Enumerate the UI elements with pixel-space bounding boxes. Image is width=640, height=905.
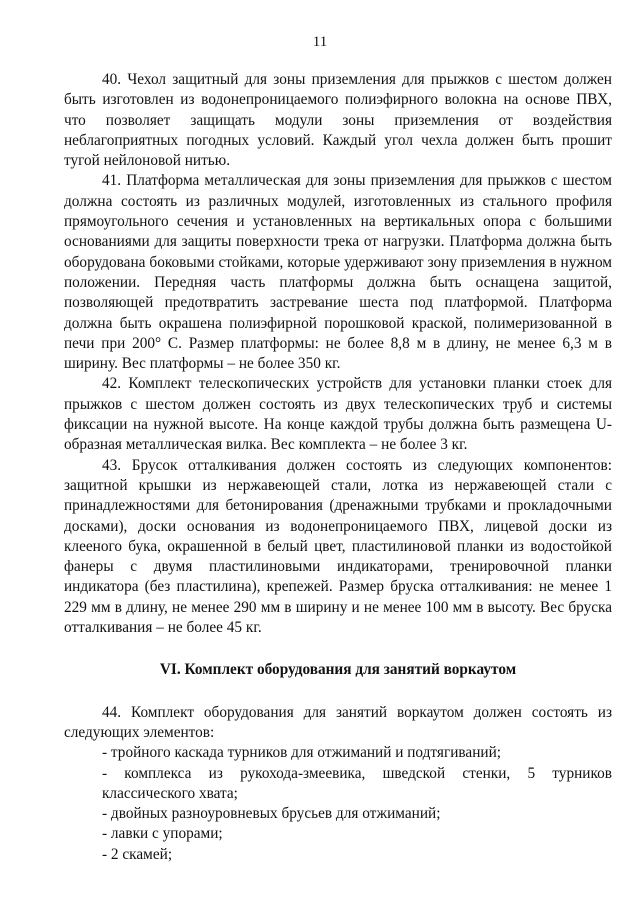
paragraph-44: 44. Комплект оборудования для занятий воркаутом должен состоять из следующих элементов: <box>64 703 612 741</box>
list-item: - лавки с упорами; <box>102 825 223 843</box>
paragraph-42: 42. Комплект телескопических устройств для установки планки стоек для прыжков с шестом должен состоять из двух телескопических труб и системы фиксации на нужной высоте. На конце каждой трубы должна быть размещена U-образная металлическая вилка. Вес комплекта – не более 3 кг. <box>64 375 612 454</box>
list-item: - двойных разноуровневых брусьев для отжиманий; <box>102 805 441 823</box>
page-number: 11 <box>312 34 328 50</box>
paragraph-43: 43. Брусок отталкивания должен состоять из следующих компонентов: защитной крышки из нержавеющей стали, лотка из нержавеющей стали с принадлежностями для бетонирования (дренажными трубками и прокладочными досками), доски основания из водонепроницаемого ПВХ, лицевой доски из клееного бука, окрашенной в белый цвет, пластилиновой планки из водостойкой фанеры с двумя пластилиновыми индикаторами, тренировочной планки индикатора (без пластилина), крепежей. Размер бруска отталкивания: не менее 1 229 мм в длину, не менее 290 мм в ширину и не менее 100 мм в высоту. Вес бруска отталкивания – не более 45 кг. <box>64 456 612 637</box>
section-heading: VI. Комплект оборудования для занятий воркаутом <box>159 661 517 679</box>
paragraph-41: 41. Платформа металлическая для зоны приземления для прыжков с шестом должна состоять из различных модулей, изготовленных из стального профиля прямоугольного сечения и установленных на вертикальных опора с большими основаниями для защиты поверхности трека от нагрузки. Платформа должна быть оборудована боковыми стойками, которые удерживают зону приземления в нужном положении. Передняя часть платформы должна быть оснащена защитой, позволяющей предотвратить застревание шеста под платформой. Платформа должна быть окрашена полиэфирной порошковой краской, полимеризованной в печи при 200° С. Размер платформы: не более 8,8 м в длину, не менее 6,3 м в ширину. Вес платформы – не более 350 кг. <box>64 172 612 373</box>
document-body <box>64 70 612 865</box>
list-item: - тройного каскада турников для отжиманий и подтягиваний; <box>102 744 502 762</box>
paragraph-40: 40. Чехол защитный для зоны приземления для прыжков с шестом должен быть изготовлен из водонепроницаемого полиэфирного волокна на основе ПВХ, что позволяет защищать модули зоны приземления от воздействия неблагоприятных погодных условий. Каждый угол чехла должен быть прошит тугой нейлоновой нитью. <box>64 71 612 170</box>
list-item: - комплекса из рукохода-змеевика, шведской стенки, 5 турников классического хвата; <box>102 764 612 802</box>
list-item: - 2 скамей; <box>102 845 173 863</box>
